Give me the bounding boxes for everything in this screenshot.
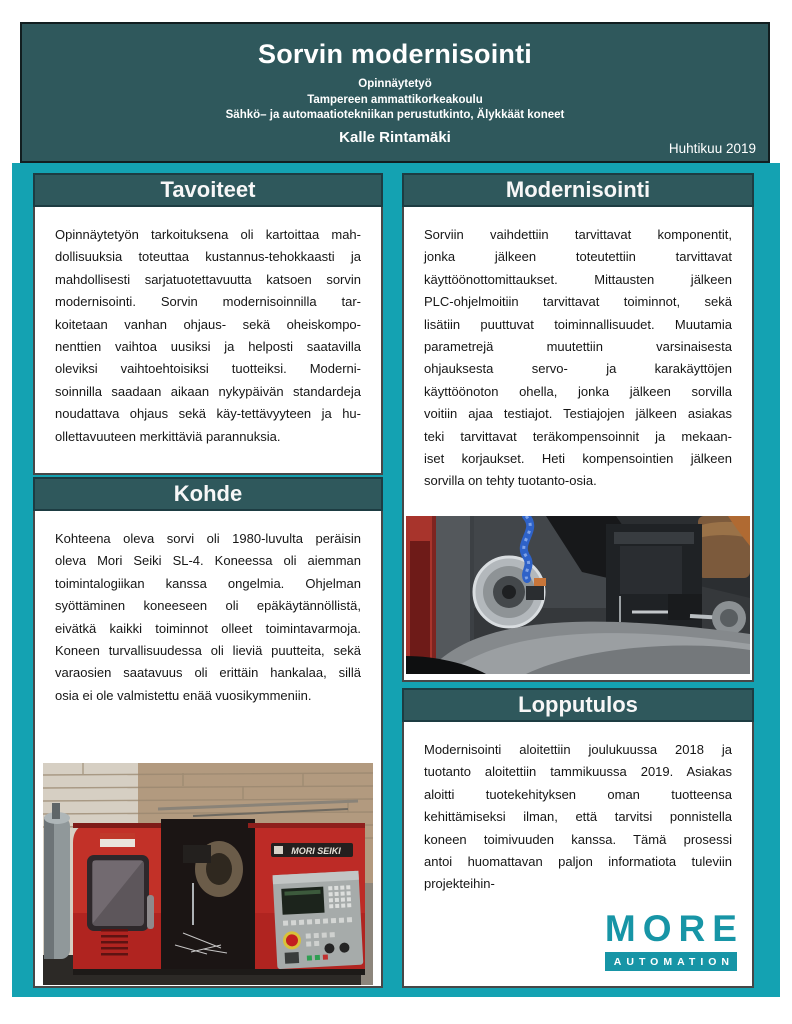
text-line: PLC-ohjelmoitiin tarvittavat toiminnot, sekä bbox=[424, 294, 732, 310]
control-panel bbox=[273, 871, 364, 969]
mori-seiki-label: MORI SEIKI bbox=[291, 846, 341, 856]
section-modernisointi-title: Modernisointi bbox=[402, 173, 754, 207]
header-school: Tampereen ammattikorkeakoulu bbox=[307, 93, 483, 106]
text-line: koneen toimivuuden kanssa. Tämä prosessi bbox=[424, 831, 732, 847]
text-line: sorvilla on tehty tuotanto-osia. bbox=[424, 473, 597, 489]
text-line: parametrejä muutettiin varsinaisesta bbox=[424, 339, 732, 355]
section-tavoiteet-title: Tavoiteet bbox=[33, 173, 383, 207]
text-line: nenttien vaihtoa uusiksi ja helposti saatavilla bbox=[55, 339, 361, 355]
text-line: ollettavuuteen merkittäviä parannuksia. bbox=[55, 428, 281, 444]
logo-brand-text: MORE bbox=[604, 908, 744, 950]
header-degree: Sähkö– ja automaatiotekniikan perustutkinto, Älykkäät koneet bbox=[225, 109, 565, 121]
section-modernisointi-text bbox=[404, 207, 752, 493]
logo-division-text: AUTOMATION bbox=[605, 952, 737, 971]
text-line: antoi huomattavan paljon informatiota tuleviin bbox=[424, 854, 732, 870]
text-line: lisätiin puuttuvat toiminnallisuudet. Muutamia bbox=[424, 316, 732, 332]
text-line: Opinnäytetyön tarkoituksena oli kartoittaa mah- bbox=[55, 227, 361, 242]
spindle-chuck bbox=[473, 556, 546, 628]
text-line: oleviksi vaihtoehtoisiksi tuotteiksi. Moderni- bbox=[55, 361, 361, 377]
text-line: käyttöönottomittaukset. Mittausten jälkeen bbox=[424, 271, 732, 287]
text-line: eivätkä kaikki toiminnot olleet toimintavarmoja. bbox=[55, 620, 361, 636]
header-thesis-type: Opinnäytetyö bbox=[358, 78, 432, 90]
section-lopputulos bbox=[402, 688, 754, 988]
lathe-photo bbox=[43, 763, 373, 985]
text-line: oleva Mori Seiki SL-4. Koneessa oli aiemman bbox=[55, 553, 361, 569]
text-line: ohjauksesta servo- ja karakäyttöjen bbox=[424, 361, 732, 377]
section-modernisointi-body bbox=[402, 207, 754, 682]
section-lopputulos-text bbox=[404, 722, 752, 896]
lathe-window bbox=[87, 855, 149, 931]
text-line: modernisointi. Sorvin modernisoinnilla tar- bbox=[55, 294, 361, 310]
poster-header bbox=[20, 22, 770, 163]
text-line: teki tarvittavat teräkompensoinnit ja mekaan- bbox=[424, 428, 732, 444]
text-line: projekteihin- bbox=[424, 876, 495, 892]
text-line: osia ei ole valmistettu enää vuosikymmeniin. bbox=[55, 687, 312, 703]
text-line: mahdollisesti sarjatuotettavuutta katsoen sorvin bbox=[55, 271, 361, 287]
section-lopputulos-title: Lopputulos bbox=[402, 688, 754, 722]
section-kohde bbox=[33, 477, 383, 988]
section-tavoiteet-body bbox=[33, 207, 383, 475]
section-tavoiteet-text bbox=[35, 207, 381, 448]
rusty-cylinder bbox=[698, 516, 750, 578]
page-title: Sorvin modernisointi bbox=[257, 39, 533, 69]
header-date: Huhtikuu 2019 bbox=[668, 141, 756, 156]
text-line: voitiin ajaa testiajot. Testiajojen jälkeen asiakas bbox=[424, 406, 732, 422]
section-kohde-title: Kohde bbox=[33, 477, 383, 511]
text-line: dollisuuksia toteuttaa kustannus-tehokkaasti ja bbox=[55, 249, 361, 265]
more-automation-logo bbox=[604, 908, 744, 971]
warning-sticker bbox=[100, 833, 135, 847]
text-line: käyttöönoton ohella, jonka jälkeen sorvilla bbox=[424, 383, 732, 399]
text-line: Modernisointi aloitettiin joulukuussa 2018 ja bbox=[424, 742, 732, 757]
text-line: syöttäminen koneeseen oli epäkäytännöllistä, bbox=[55, 598, 361, 614]
text-line: kehittämiseksi ilman, että tarvitsi ponnistella bbox=[424, 809, 732, 825]
text-line: tuotanto aloitettiin tammikuussa 2019. Asiakas bbox=[424, 764, 732, 780]
section-tavoiteet bbox=[33, 173, 383, 475]
text-line: Koneen turvallisuudessa oli lieviä puutteita, sekä bbox=[55, 643, 361, 659]
text-line: Kohteena oleva sorvi oli 1980-luvulta peräisin bbox=[55, 531, 361, 546]
text-line: koitetaan vanhan ohjaus- sekä oheiskompo- bbox=[55, 316, 361, 332]
text-line: Sorviin vaihdettiin tarvittavat komponentit, bbox=[424, 227, 732, 242]
section-modernisointi bbox=[402, 173, 754, 682]
text-line: aloitti tuotekehityksen oman tuotteensa bbox=[424, 786, 732, 802]
gas-tank bbox=[44, 803, 70, 959]
mori-seiki-plate bbox=[271, 843, 353, 857]
tool-turret bbox=[606, 524, 702, 636]
machine-interior-photo bbox=[406, 516, 750, 674]
text-line: varaosien saatavuus oli erittäin hankalaa, sillä bbox=[55, 665, 361, 681]
text-line: soinnilla saadaan aikaan nykypäivän standardeja bbox=[55, 383, 361, 399]
header-author: Kalle Rintamäki bbox=[339, 128, 451, 146]
text-line: jonka jälkeen toteutettiin tarvittavat bbox=[424, 249, 732, 265]
text-line: toimintalogiikan kanssa ongelmia. Ohjelman bbox=[55, 575, 361, 591]
text-line: iset korjaukset. Heti kompensointien jälkeen bbox=[424, 451, 732, 467]
section-kohde-body bbox=[33, 511, 383, 988]
text-line: noudattava ohjaus sekä käy-tettävyyteen ja hu- bbox=[55, 406, 361, 422]
section-lopputulos-body bbox=[402, 722, 754, 988]
section-kohde-text bbox=[35, 511, 381, 707]
door-handle bbox=[147, 895, 154, 929]
